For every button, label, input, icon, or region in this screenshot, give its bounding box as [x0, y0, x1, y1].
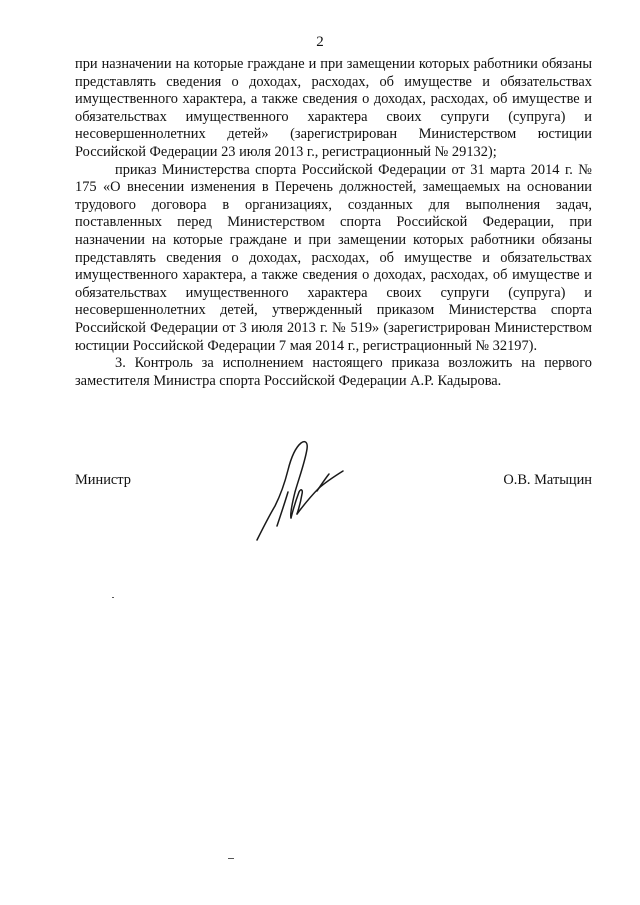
paragraph-order-175: приказ Министерства спорта Российской Федерации от 31 марта 2014 г. № 175 «О внесении изменения в Перечень должностей, замещаемых на основании трудового договора в организациях, созданных для выполнения задач, поставленных перед Министерством спорта Российской Федерации, при назначении на которые граждане и при замещении которых работники обязаны представлять сведения о доходах, расходах, об имуществе и обязательствах имущественного характера, а также сведения о доходах, расходах, об имуществе и обязательствах имущественного характера своих супруги (супруга) и несовершеннолетних детей, утвержденный приказом Министерства спорта Российской Федерации от 3 июля 2013 г. № 519» (зарегистрирован Министерством юстиции Российской Федерации 7 мая 2014 г., регистрационный № 32197).	[75, 161, 592, 354]
document-body	[75, 56, 592, 390]
scan-speck	[228, 858, 234, 859]
signatory-name: О.В. Матыцин	[503, 472, 592, 488]
page-number: 2	[316, 34, 324, 50]
handwritten-signature-icon	[255, 438, 350, 543]
signatory-position: Министр	[75, 472, 131, 488]
scan-speck	[112, 597, 114, 598]
paragraph-control-clause: 3. Контроль за исполнением настоящего приказа возложить на первого заместителя Министра спорта Российской Федерации А.Р. Кадырова.	[75, 355, 592, 389]
paragraph-continuation: при назначении на которые граждане и при замещении которых работники обязаны представлять сведения о доходах, расходах, об имуществе и обязательствах имущественного характера, а также сведения о доходах, расходах, об имуществе и обязательствах имущественного характера своих супруги (супруга) и несовершеннолетних детей» (зарегистрирован Министерством юстиции Российской Федерации 23 июля 2013 г., регистрационный № 29132);	[75, 56, 592, 160]
